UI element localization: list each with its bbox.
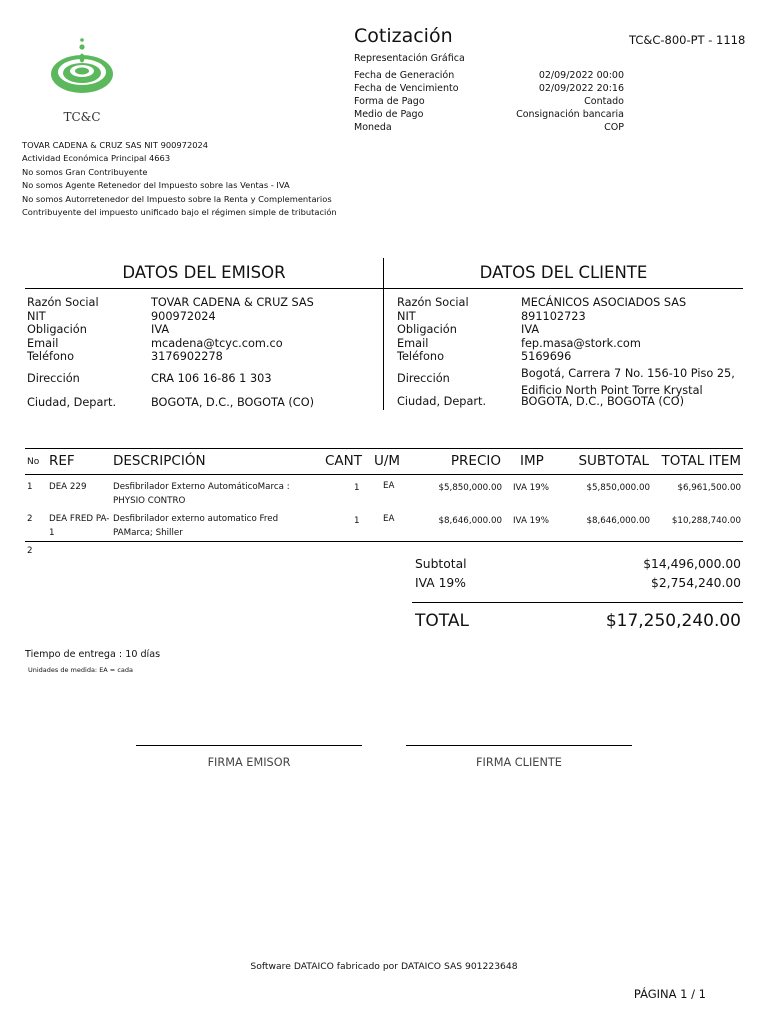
company-info-line: No somos Autorretenedor del Impuesto sobre la Renta y Complementarios: [22, 193, 332, 204]
company-info-line: Actividad Económica Principal 4663: [22, 153, 171, 164]
cell-precio: $8,646,000.00: [438, 516, 502, 526]
subtotal-label: Subtotal: [415, 557, 467, 571]
total-value: $17,250,240.00: [605, 611, 741, 631]
emisor-value: TOVAR CADENA & CRUZ SAS: [151, 296, 314, 309]
item-count: 2: [27, 546, 33, 556]
cell-total: $10,288,740.00: [671, 516, 741, 526]
parties-vertical-divider: [383, 258, 384, 410]
col-header-subtotal: SUBTOTAL: [578, 453, 649, 469]
cliente-value: 5169696: [521, 350, 572, 364]
cliente-label: Teléfono: [397, 350, 444, 364]
cliente-label: Dirección: [397, 371, 450, 385]
col-header-total: TOTAL ITEM: [661, 453, 741, 469]
company-info-line: No somos Agente Retenedor del Impuesto sobre las Ventas - IVA: [22, 180, 290, 191]
meta-label: Fecha de Vencimiento: [354, 83, 459, 95]
emisor-label: Razón Social: [27, 296, 99, 309]
col-header-desc: DESCRIPCIÓN: [113, 453, 206, 469]
document-number: TC&C-800-PT - 1118: [629, 33, 746, 47]
emisor-row: [27, 310, 377, 324]
meta-label: Forma de Pago: [354, 96, 425, 108]
totals-rule: [412, 602, 743, 603]
units-note: Unidades de medida: EA = cada: [28, 666, 133, 674]
cell-um: EA: [383, 514, 395, 524]
cliente-label: Razón Social: [397, 296, 469, 309]
meta-label: Medio de Pago: [354, 109, 424, 121]
meta-value: Consignación bancaria: [516, 109, 624, 121]
cell-total: $6,961,500.00: [677, 483, 741, 493]
emisor-row: [27, 296, 377, 310]
cell-desc-line: PHYSIO CONTRO: [113, 496, 186, 506]
meta-row: [354, 108, 624, 121]
emisor-label: NIT: [27, 309, 46, 323]
company-info-line: TOVAR CADENA & CRUZ SAS NIT 900972024: [22, 140, 209, 150]
company-info: [22, 139, 337, 219]
col-header-no: No: [27, 457, 40, 467]
cliente-row: [397, 337, 742, 351]
cell-ref-line: DEA 229: [49, 482, 87, 492]
cell-ref: [49, 512, 111, 540]
emisor-row: [27, 323, 377, 337]
emisor-label: Ciudad, Depart.: [27, 395, 117, 409]
table-header-rule: [25, 474, 743, 475]
cell-ref-line: 1: [49, 528, 55, 538]
parties-divider: [25, 288, 743, 289]
cell-no: 1: [27, 482, 33, 492]
meta-row: [354, 82, 624, 95]
cliente-row: [397, 323, 742, 337]
cell-ref-line: DEA FRED PA-: [49, 514, 110, 524]
document-title: Cotización: [354, 25, 453, 47]
cliente-value: 891102723: [521, 309, 586, 323]
meta-value: COP: [604, 122, 624, 134]
emisor-email: mcadena@tcyc.com.co: [151, 336, 283, 350]
cell-no: 2: [27, 514, 33, 524]
iva-label: IVA 19%: [415, 576, 466, 590]
cell-desc: [113, 480, 323, 508]
cell-precio: $5,850,000.00: [438, 483, 502, 493]
meta-value: 02/09/2022 00:00: [538, 70, 624, 81]
col-header-um: U/M: [374, 453, 401, 469]
cell-desc-line: Desfibrilador externo automatico Fred: [113, 514, 279, 524]
emisor-title: DATOS DEL EMISOR: [122, 263, 286, 282]
cliente-row: [397, 395, 742, 409]
document-subtitle: Representación Gráfica: [354, 53, 465, 64]
cell-imp: IVA 19%: [513, 483, 549, 493]
cell-desc-line: Desfibrilador Externo AutomáticoMarca :: [113, 482, 290, 492]
meta-row: [354, 69, 624, 82]
company-info-line: No somos Gran Contribuyente: [22, 166, 148, 177]
cliente-value: MECÁNICOS ASOCIADOS SAS: [521, 296, 687, 309]
cell-cant: 1: [354, 483, 360, 493]
col-header-cant: CANT: [325, 453, 363, 469]
cliente-address-line: Edificio North Point Torre Krystal: [521, 383, 703, 397]
meta-row: [354, 95, 624, 108]
signature-line-emisor: [136, 745, 362, 746]
meta-label: Moneda: [354, 122, 392, 134]
cliente-label: Obligación: [397, 323, 457, 337]
col-header-precio: PRECIO: [450, 453, 501, 469]
cliente-address: [521, 365, 742, 399]
emisor-label: Teléfono: [27, 350, 74, 364]
cliente-address-line: Bogotá, Carrera 7 No. 156-10 Piso 25,: [521, 366, 735, 380]
table-top-rule: [25, 448, 743, 449]
emisor-details: [27, 296, 377, 409]
col-header-imp: IMP: [520, 453, 544, 469]
table-bottom-rule: [25, 541, 743, 542]
emisor-address: CRA 106 16-86 1 303: [151, 371, 272, 385]
subtotal-value: $14,496,000.00: [643, 557, 741, 571]
emisor-row: [27, 337, 377, 351]
water-drop-ripple-logo-icon: [44, 36, 120, 116]
cliente-email: fep.masa@stork.com: [521, 336, 641, 350]
cell-desc: [113, 512, 323, 540]
signature-label-emisor: FIRMA EMISOR: [207, 756, 291, 769]
meta-label: Fecha de Generación: [354, 70, 455, 81]
signature-line-cliente: [406, 745, 632, 746]
iva-value: $2,754,240.00: [651, 576, 741, 590]
company-info-line: Contribuyente del impuesto unificado bajo el régimen simple de tributación: [22, 207, 337, 218]
cell-cant: 1: [354, 516, 360, 526]
emisor-label: Obligación: [27, 323, 87, 337]
logo-text: TC&C: [63, 110, 101, 124]
signature-label-cliente: FIRMA CLIENTE: [476, 756, 562, 769]
software-footer: Software DATAICO fabricado por DATAICO SAS 901223648: [250, 961, 518, 972]
cell-desc-line: PAMarca; Shiller: [113, 528, 183, 538]
col-header-ref: REF: [49, 453, 75, 469]
cliente-row: [397, 296, 742, 310]
delivery-note: Tiempo de entrega : 10 días: [25, 649, 161, 660]
cell-ref: [49, 480, 111, 494]
meta-value: 02/09/2022 20:16: [538, 83, 624, 95]
cell-um: EA: [383, 481, 395, 491]
meta-value: Contado: [584, 96, 624, 108]
cliente-label: NIT: [397, 309, 416, 323]
cell-subtotal: $5,850,000.00: [586, 483, 650, 493]
cell-subtotal: $8,646,000.00: [586, 516, 650, 526]
cliente-value: IVA: [521, 323, 540, 337]
cliente-label: Ciudad, Depart.: [397, 394, 487, 408]
cliente-label: Email: [397, 336, 429, 350]
page-number: PÁGINA 1 / 1: [633, 987, 706, 1001]
cliente-title: DATOS DEL CLIENTE: [479, 263, 648, 282]
cliente-details: [397, 296, 742, 409]
emisor-value: IVA: [151, 323, 170, 337]
emisor-row: [27, 372, 377, 386]
emisor-label: Email: [27, 336, 59, 350]
cell-imp: IVA 19%: [513, 516, 549, 526]
cliente-city: BOGOTA, D.C., BOGOTA (CO): [521, 394, 684, 408]
emisor-value: 3176902278: [151, 350, 223, 364]
emisor-value: 900972024: [151, 309, 216, 323]
cliente-row: [397, 310, 742, 324]
cliente-row: [397, 365, 742, 399]
emisor-label: Dirección: [27, 371, 80, 385]
cliente-row: [397, 350, 742, 364]
document-meta: [354, 69, 624, 134]
meta-row: [354, 121, 624, 134]
emisor-city: BOGOTA, D.C., BOGOTA (CO): [151, 395, 314, 409]
total-label: TOTAL: [415, 611, 469, 631]
emisor-row: [27, 396, 377, 410]
emisor-row: [27, 350, 377, 364]
